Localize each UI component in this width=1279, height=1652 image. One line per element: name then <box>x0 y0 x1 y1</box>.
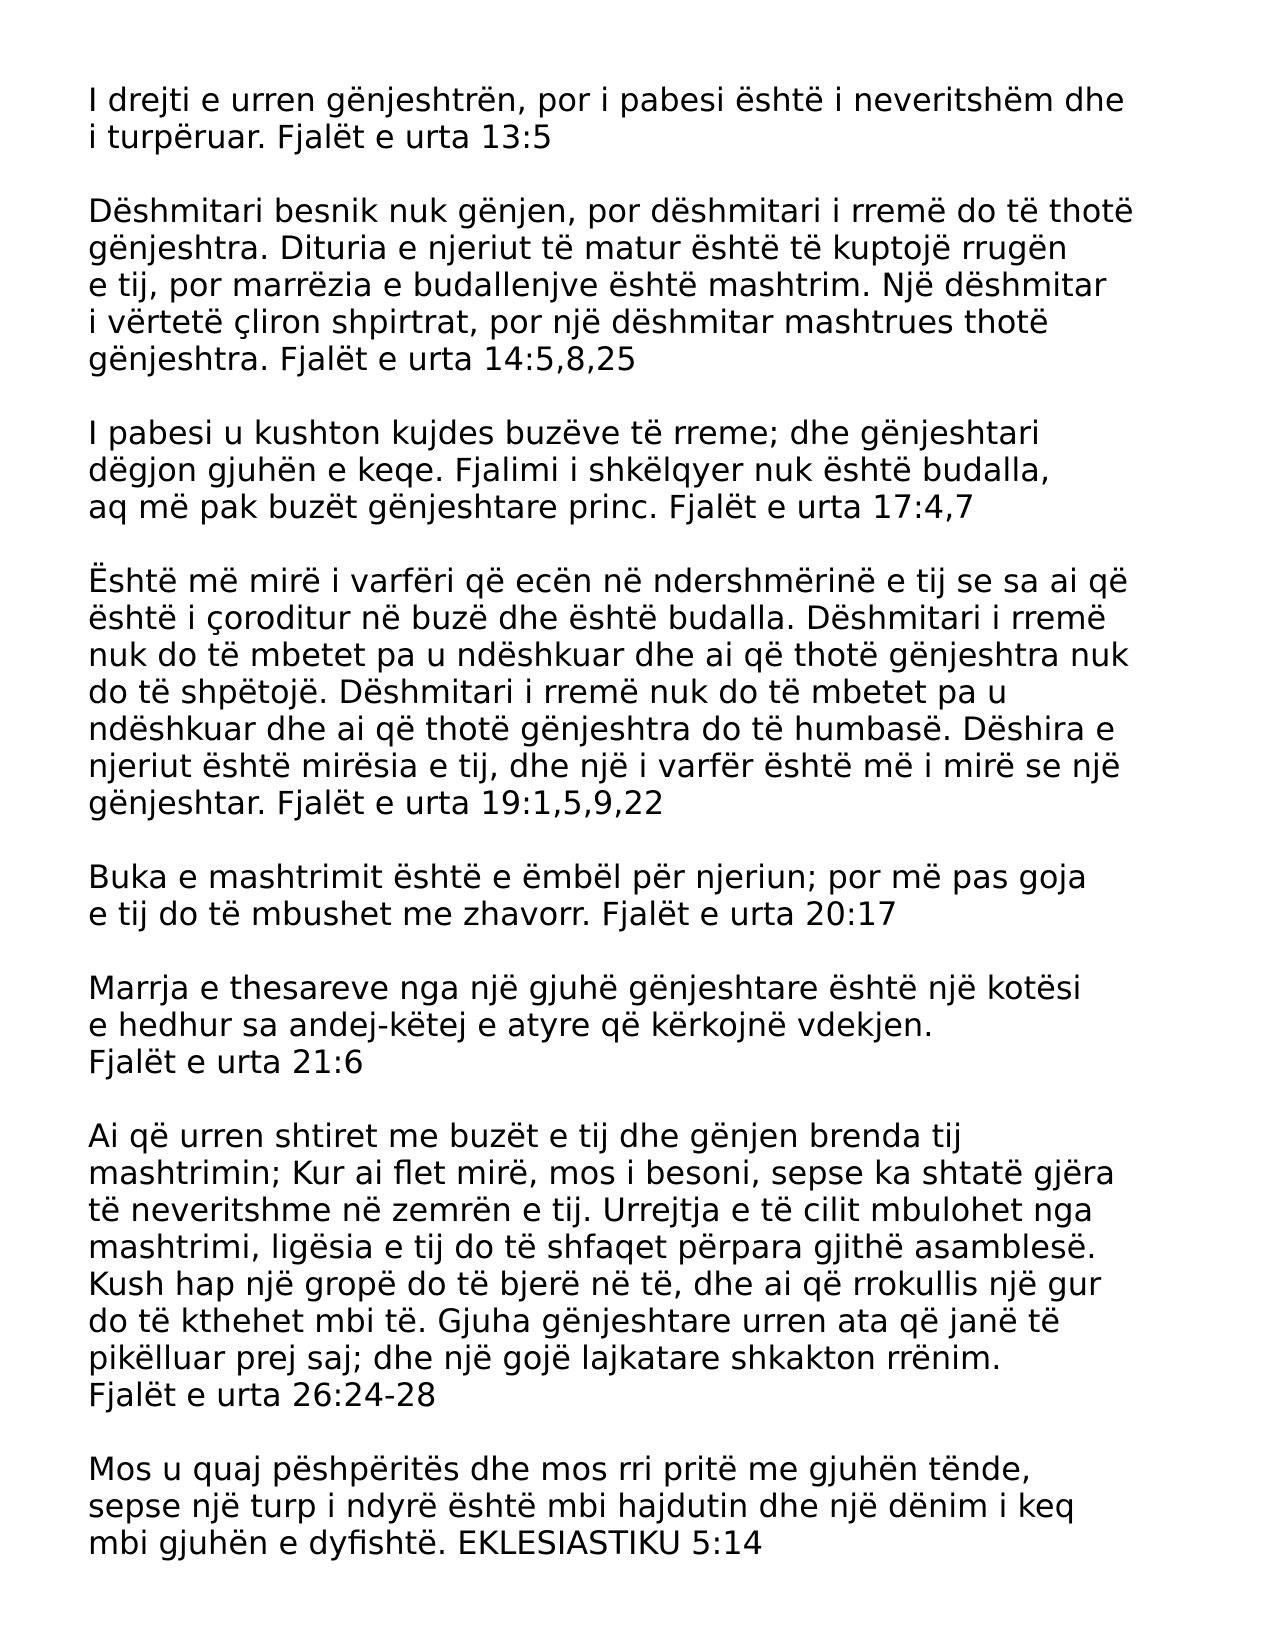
text-line: do të kthehet mbi të. Gjuha gënjeshtare urren ata që janë të <box>88 1302 1061 1340</box>
text-line: Fjalët e urta 21:6 <box>88 1043 364 1081</box>
text-line: Dëshmitari besnik nuk gënjen, por dëshmitari i rremë do të thotë <box>88 192 1134 230</box>
paragraph-ecclesiasticus-5 <box>88 1451 1208 1562</box>
text-line: të neveritshme në zemrën e tij. Urrejtja e të cilit mbulohet nga <box>88 1191 1094 1229</box>
text-line: njeriut është mirësia e tij, dhe një i varfër është më i mirë se një <box>88 747 1121 785</box>
text-line: Buka e mashtrimit është e ëmbël për njeriun; por më pas goja <box>88 858 1087 896</box>
text-line: nuk do të mbetet pa u ndëshkuar dhe ai që thotë gënjeshtra nuk <box>88 636 1129 674</box>
paragraph-proverbs-19 <box>88 563 1208 822</box>
paragraph-proverbs-13 <box>88 82 1208 156</box>
text-line: gënjeshtar. Fjalët e urta 19:1,5,9,22 <box>88 784 665 822</box>
text-line: I pabesi u kushton kujdes buzëve të rreme; dhe gënjeshtari <box>88 414 1040 452</box>
text-line: pikëlluar prej saj; dhe një gojë lajkatare shkakton rrënim. <box>88 1339 1002 1377</box>
text-line: i vërtetë çliron shpirtrat, por një dëshmitar mashtrues thotë <box>88 303 1049 341</box>
paragraph-proverbs-21 <box>88 970 1208 1081</box>
text-line: Është më mirë i varfëri që ecën në ndershmërinë e tij se sa ai që <box>88 562 1129 600</box>
paragraph-proverbs-14 <box>88 193 1208 378</box>
text-line: aq më pak buzët gënjeshtare princ. Fjalët e urta 17:4,7 <box>88 488 975 526</box>
text-line: Ai që urren shtiret me buzët e tij dhe gënjen brenda tij <box>88 1117 962 1155</box>
document-page <box>88 82 1208 1599</box>
text-line: është i çoroditur në buzë dhe është budalla. Dëshmitari i rremë <box>88 599 1107 637</box>
text-line: gënjeshtra. Fjalët e urta 14:5,8,25 <box>88 340 637 378</box>
text-line: mashtrimin; Kur ai flet mirë, mos i besoni, sepse ka shtatë gjëra <box>88 1154 1115 1192</box>
text-line: do të shpëtojë. Dëshmitari i rremë nuk do të mbetet pa u <box>88 673 1008 711</box>
text-line: gënjeshtra. Dituria e njeriut të matur është të kuptojë rrugën <box>88 229 1068 267</box>
text-line: mashtrimi, ligësia e tij do të shfaqet përpara gjithë asamblesë. <box>88 1228 1097 1266</box>
text-line: Marrja e thesareve nga një gjuhë gënjeshtare është një kotësi <box>88 969 1082 1007</box>
paragraph-proverbs-17 <box>88 415 1208 526</box>
text-line: mbi gjuhën e dyfishtë. EKLESIASTIKU 5:14 <box>88 1524 764 1562</box>
text-line: I drejti e urren gënjeshtrën, por i pabesi është i neveritshëm dhe <box>88 81 1125 119</box>
text-line: sepse një turp i ndyrë është mbi hajdutin dhe një dënim i keq <box>88 1487 1075 1525</box>
text-line: i turpëruar. Fjalët e urta 13:5 <box>88 118 553 156</box>
text-line: e tij do të mbushet me zhavorr. Fjalët e urta 20:17 <box>88 895 898 933</box>
text-line: dëgjon gjuhën e keqe. Fjalimi i shkëlqyer nuk është budalla, <box>88 451 1050 489</box>
text-line: e tij, por marrëzia e budallenjve është mashtrim. Një dëshmitar <box>88 266 1107 304</box>
text-line: Mos u quaj pëshpëritës dhe mos rri pritë me gjuhën tënde, <box>88 1450 1032 1488</box>
text-line: Kush hap një gropë do të bjerë në të, dhe ai që rrokullis një gur <box>88 1265 1102 1303</box>
text-line: Fjalët e urta 26:24-28 <box>88 1376 437 1414</box>
text-line: ndëshkuar dhe ai që thotë gënjeshtra do të humbasë. Dëshira e <box>88 710 1116 748</box>
paragraph-proverbs-20 <box>88 859 1208 933</box>
text-line: e hedhur sa andej-këtej e atyre që kërkojnë vdekjen. <box>88 1006 934 1044</box>
paragraph-proverbs-26 <box>88 1118 1208 1414</box>
